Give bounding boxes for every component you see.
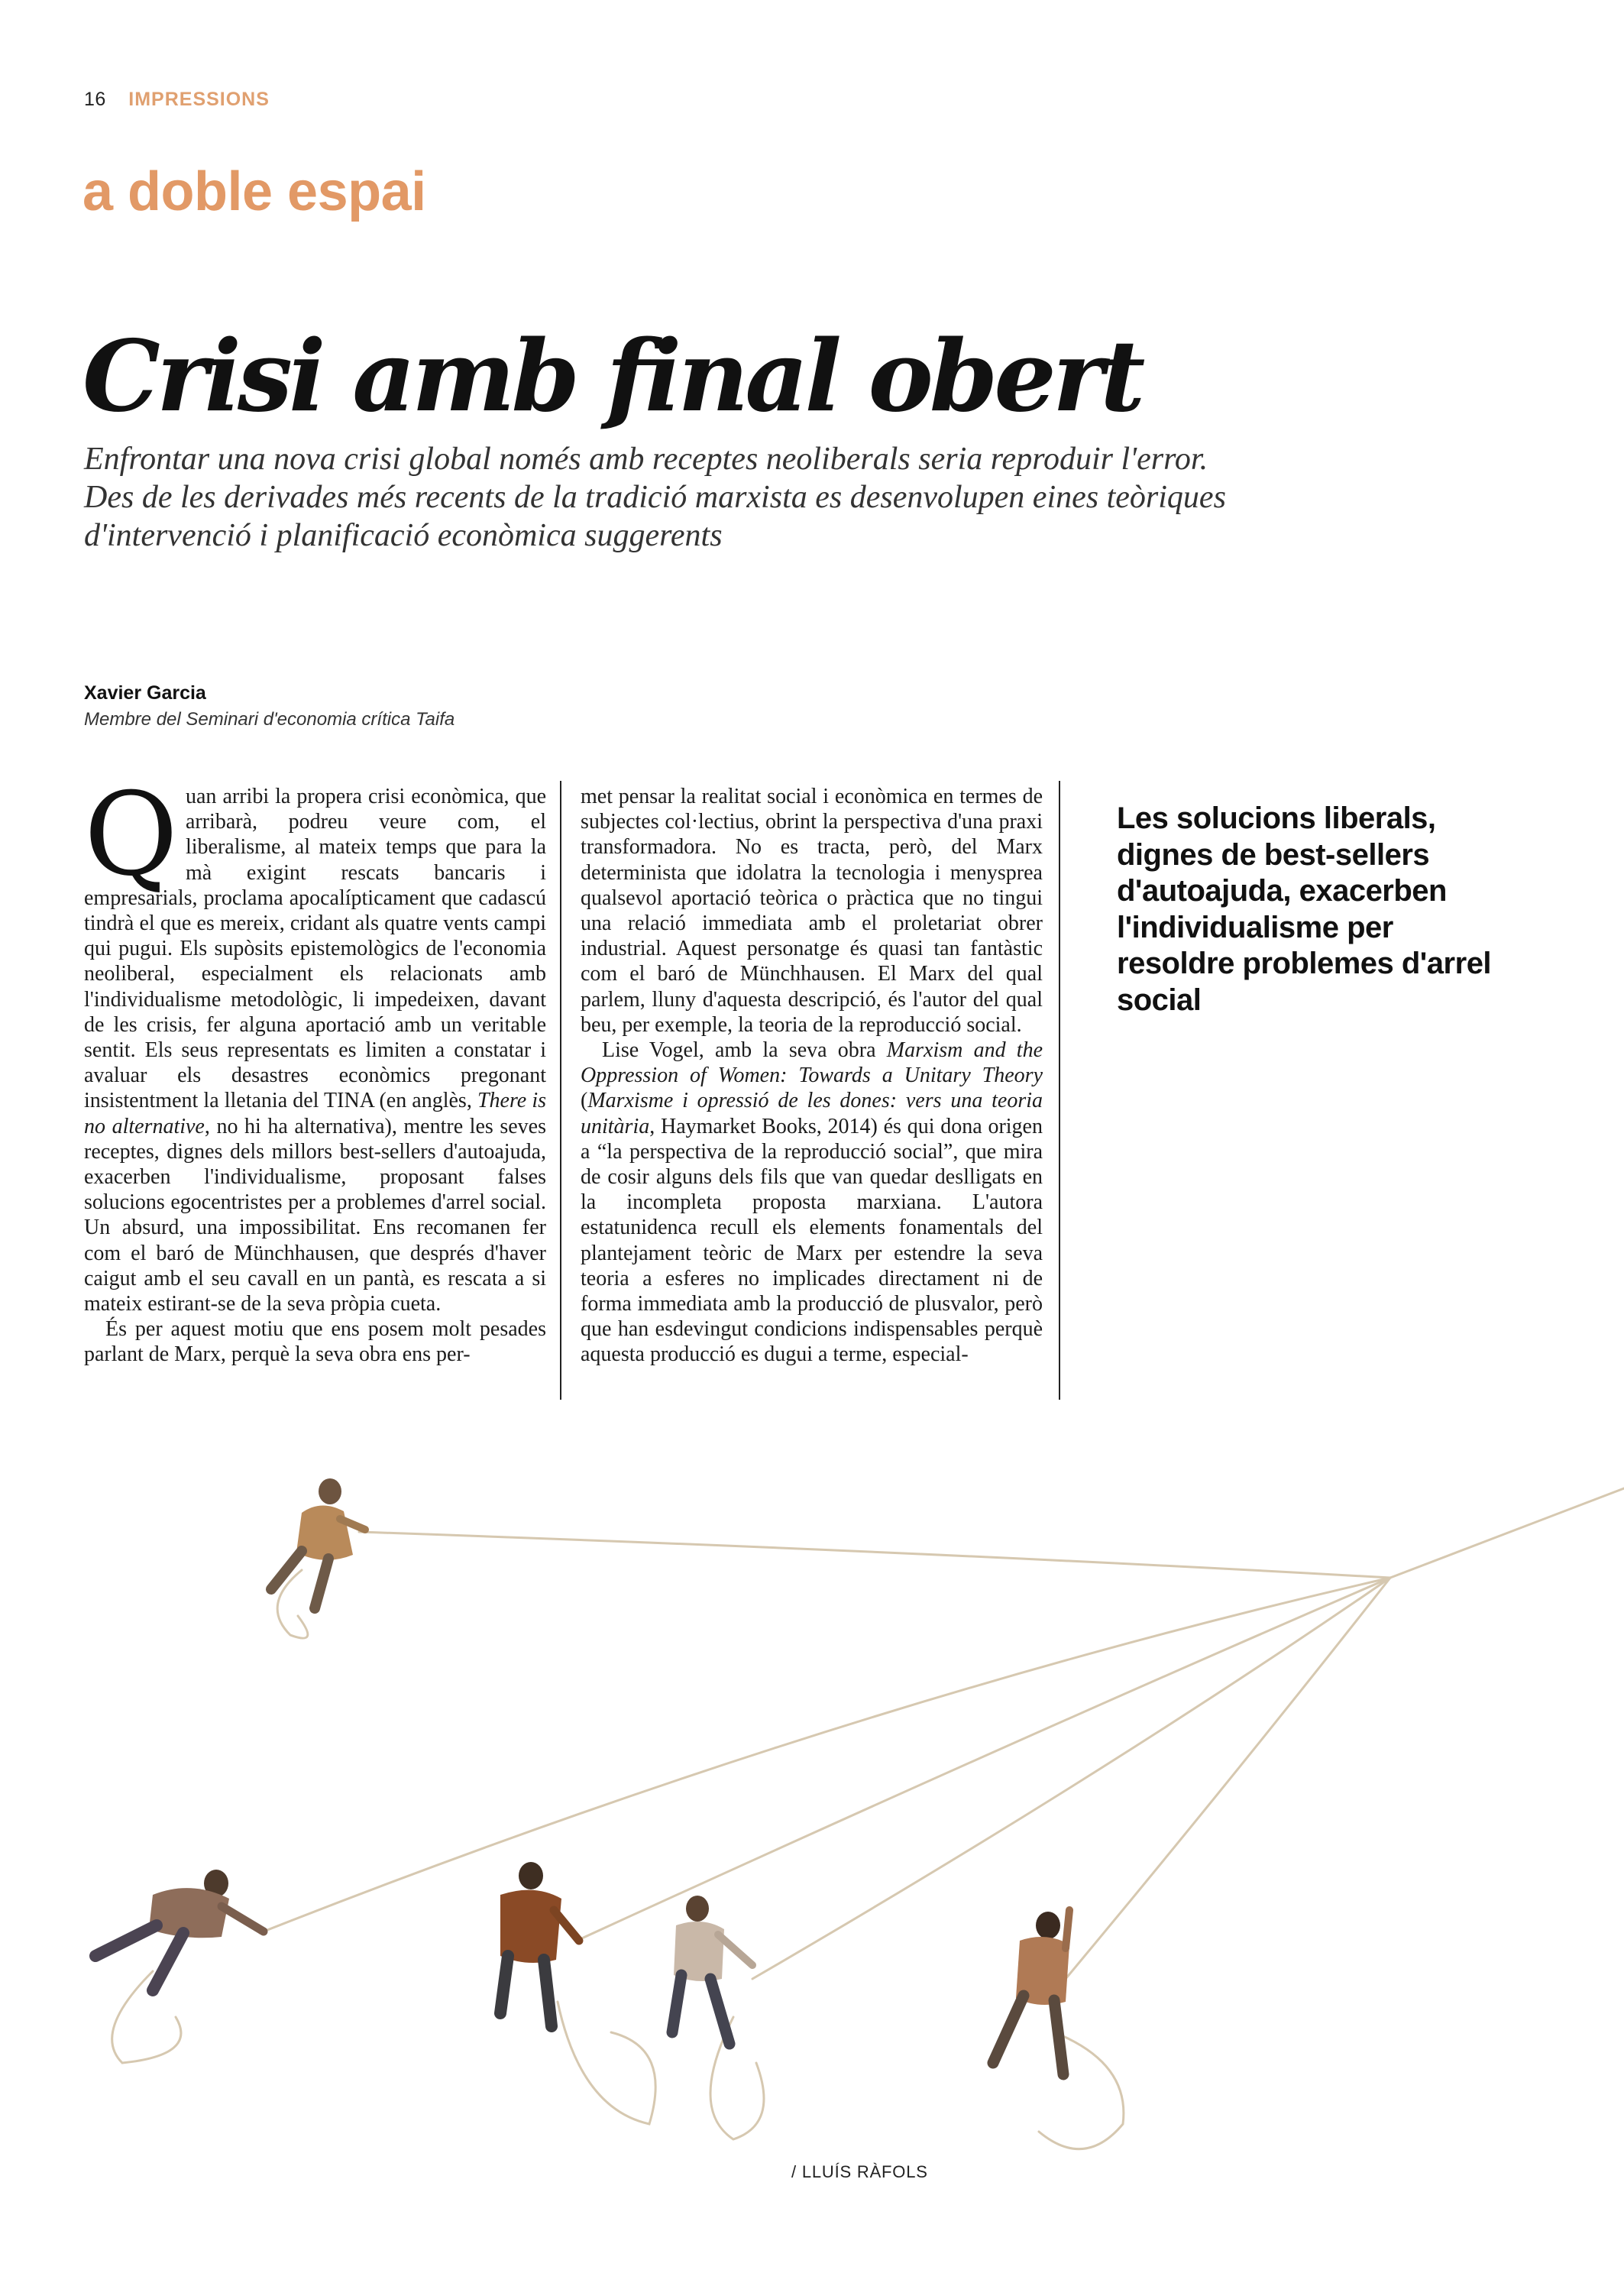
pull-quote: Les solucions liberals, dignes de best-sellers d'autoajuda, exacerben l'individualisme per resoldre problemes d'arrel social	[1117, 801, 1492, 1017]
drop-cap: Q	[84, 769, 178, 902]
figure-legs	[993, 1996, 1063, 2074]
figure-legs	[500, 1956, 552, 2026]
book-title: Marxism and the Oppression of Women: Towards a Unitary Theory	[581, 1038, 1043, 1088]
figure-head	[519, 1862, 543, 1889]
rope-coil	[710, 2017, 764, 2139]
article-title: Crisi amb final obert	[82, 319, 1142, 434]
figure-legs	[95, 1925, 183, 1990]
page-number: 16	[84, 89, 106, 110]
figure-head	[686, 1896, 709, 1922]
body-column-2	[581, 784, 1043, 1368]
rope-right-lower	[1066, 1578, 1390, 1979]
figure-arm	[222, 1906, 264, 1931]
column-rule	[560, 781, 561, 1400]
body-column-1	[84, 769, 546, 1368]
figure-legs	[672, 1975, 730, 2044]
figure-center-left	[500, 1862, 579, 2026]
page-folio	[84, 89, 270, 111]
author-role: Membre del Seminari d'economia crítica Taifa	[84, 709, 455, 730]
author-name: Xavier Garcia	[84, 682, 206, 704]
section-label: IMPRESSIONS	[128, 89, 270, 110]
section-kicker: a doble espai	[82, 161, 426, 222]
illustration-tug-of-war	[0, 1452, 1624, 2231]
paragraph-text: (	[581, 1089, 588, 1113]
paragraph-text: , no hi ha alternativa), mentre les seves receptes, dignes dels millors best-sellers d'autoajuda, exacerben l'individualisme, proposant falses solucions egocentristes per a problemes d'arrel social. Un absurd, una impossibilitat. Ens recomanen fer com el baró de Münchhausen, que després d'haver caigut amb el seu cavall en un pantà, es rescata a si mateix estirant-se de la seva pròpia cueta.	[84, 1114, 546, 1316]
rope-left	[260, 1578, 1390, 1933]
figure-left	[95, 1870, 264, 1990]
illustration-credit: / LLUÍS RÀFOLS	[791, 2162, 928, 2181]
paragraph-text: Lise Vogel, amb la seva obra	[602, 1038, 887, 1063]
article-deck: Enfrontar una nova crisi global només amb receptes neoliberals seria reproduir l'error. Des de les derivades més recents de la tradició marxista es desenvolupen eines teòriques d'intervenció i planificació econòmica suggerents	[84, 442, 1226, 553]
rope-coil	[112, 1971, 181, 2063]
rope-coil	[558, 2002, 655, 2124]
paragraph-text: , Haymarket Books, 2014) és qui dona origen a “la perspectiva de la reproducció social”, que mira de cosir alguns dels fils que van quedar deslligats en la incompleta proposta marxiana. L'autora estatunidenca recull els elements fonamentals del plantejament teòric de Marx per estendre la seva teoria a esferes no implicades directament ni de forma immediata amb la producció de plusvalor, però que han esdevingut condicions indispensables perquè aquesta producció es dugui a terme, especial-	[581, 1114, 1043, 1367]
figure-arm	[1066, 1910, 1069, 1948]
ropes	[112, 1488, 1624, 2149]
paragraph: met pensar la realitat social i econòmica en termes de subjectes col·lectius, obrint la perspectiva d'una praxi transformadora. No es tracta, però, del Marx determinista que idolatra la tecnologia i menysprea qualsevol aportació teòrica o pràctica que no tingui una relació immediata amb el proletariat obrer industrial. Aquest personatge és quasi tan fantàstic com el baró de Münchhausen. El Marx del qual parlem, lluny d'aquesta descripció, és l'autor del qual beu, per exemple, la teoria de la reproducció social.	[581, 785, 1043, 1037]
paragraph	[84, 769, 546, 1316]
rope-right	[1390, 1488, 1624, 1578]
figure-torso	[149, 1888, 229, 1938]
book-title-translation: Marxisme i opressió de les dones: vers una teoria unitària	[581, 1089, 1043, 1138]
column-rule	[1059, 781, 1060, 1400]
figure-head	[319, 1478, 341, 1504]
paragraph: És per aquest motiu que ens posem molt pesades parlant de Marx, perquè la seva obra ens per-	[84, 1317, 546, 1367]
paragraph	[581, 1038, 1043, 1368]
figure-center-right	[672, 1896, 752, 2044]
rope-top	[359, 1532, 1390, 1578]
italic-phrase: There is no alternative	[84, 1089, 546, 1138]
rope-coil	[1039, 2032, 1124, 2149]
rope-center-left	[577, 1578, 1390, 1941]
paragraph-text: uan arribi la propera crisi econòmica, que arribarà, podreu veure com, el liberalisme, al mateix temps que para la mà exigint rescats bancaris i empresarials, proclama apocalípticament que cadascú tindrà el que es mereix, cridant als quatre vents campi qui pugui. Els supòsits epistemològics de l'economia neoliberal, especialment els relacionats amb l'individualisme metodològic, li impedeixen, davant de les crisis, fer alguna aportació amb un veritable sentit. Els seus representats es limiten a constatar i avaluar els desastres econòmics pregonant insistentment la lletania del TINA (en anglès,	[84, 785, 546, 1113]
figure-head	[1036, 1912, 1060, 1939]
byline	[84, 682, 455, 730]
figure-right	[993, 1910, 1069, 2074]
